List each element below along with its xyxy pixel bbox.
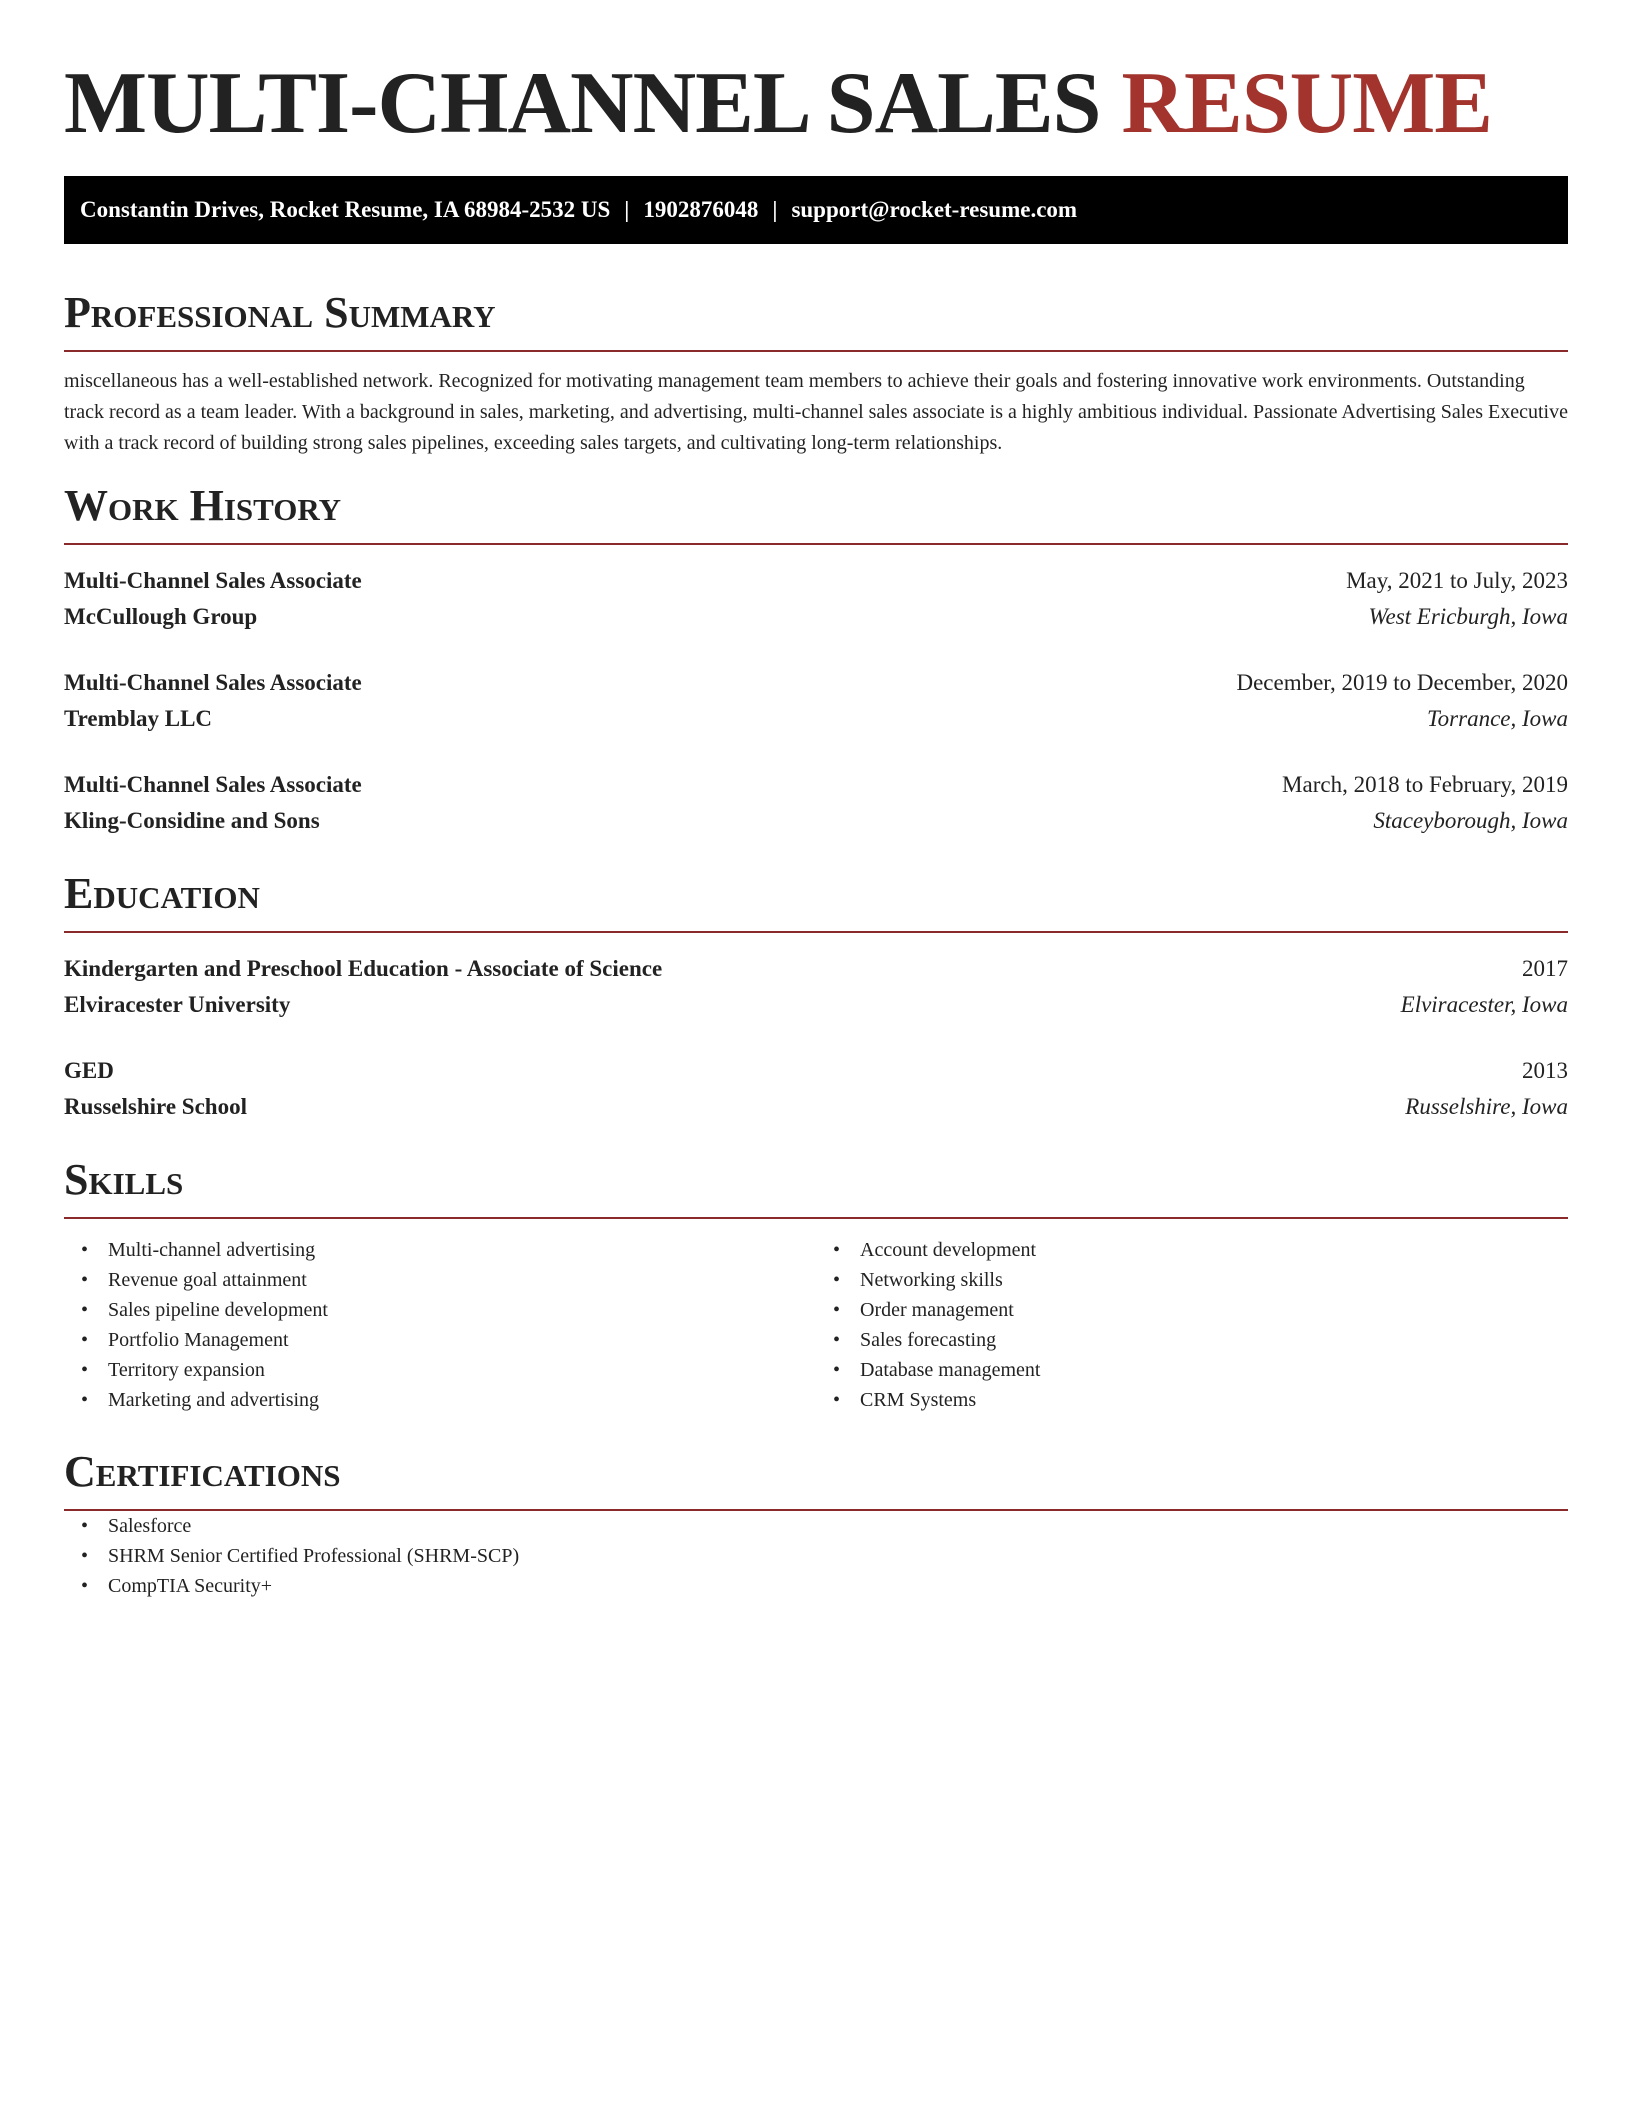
- certification-item: • CompTIA Security+: [64, 1571, 1568, 1601]
- certifications-section: [64, 1447, 1568, 1601]
- job-title: Multi-Channel Sales Associate: [64, 772, 362, 797]
- job-title: Multi-Channel Sales Associate: [64, 568, 362, 593]
- title-accent: RESUME: [1121, 55, 1492, 152]
- skill-item: • CRM Systems: [816, 1385, 1568, 1415]
- bullet-icon: •: [81, 1575, 89, 1597]
- school-name: Russelshire School: [64, 1094, 247, 1119]
- skill-item: • Revenue goal attainment: [64, 1265, 816, 1295]
- skills-grid: [64, 1235, 1568, 1415]
- graduation-year: 2013: [1522, 1058, 1568, 1083]
- job-location: Torrance, Iowa: [1427, 706, 1568, 731]
- skill-item: • Order management: [816, 1295, 1568, 1325]
- skill-item: • Multi-channel advertising: [64, 1235, 816, 1265]
- contact-bar: [64, 176, 1568, 244]
- education-entry: [64, 1053, 1568, 1125]
- degree: GED: [64, 1058, 114, 1083]
- company-name: Kling-Considine and Sons: [64, 808, 320, 833]
- education-list: [64, 951, 1568, 1125]
- summary-section: [64, 288, 1568, 459]
- work-entry: [64, 563, 1568, 635]
- job-title: Multi-Channel Sales Associate: [64, 670, 362, 695]
- bullet-icon: •: [81, 1239, 89, 1261]
- skill-item: • Portfolio Management: [64, 1325, 816, 1355]
- job-location: West Ericburgh, Iowa: [1368, 604, 1568, 629]
- bullet-icon: •: [833, 1329, 841, 1351]
- education-section: [64, 869, 1568, 1125]
- skills-heading: Skills: [64, 1155, 1568, 1219]
- work-history-heading: Work History: [64, 481, 1568, 545]
- contact-separator: |: [772, 197, 778, 222]
- bullet-icon: •: [833, 1389, 841, 1411]
- graduation-year: 2017: [1522, 956, 1568, 981]
- company-name: McCullough Group: [64, 604, 258, 629]
- work-history-list: [64, 563, 1568, 839]
- contact-address: Constantin Drives, Rocket Resume, IA 68984-2532 US: [80, 197, 611, 222]
- bullet-icon: •: [833, 1239, 841, 1261]
- company-name: Tremblay LLC: [64, 706, 213, 731]
- skill-item: • Networking skills: [816, 1265, 1568, 1295]
- bullet-icon: •: [81, 1269, 89, 1291]
- summary-heading: Professional Summary: [64, 288, 1568, 352]
- work-history-section: [64, 481, 1568, 839]
- work-entry: [64, 665, 1568, 737]
- contact-email[interactable]: support@rocket-resume.com: [791, 197, 1078, 222]
- education-entry: [64, 951, 1568, 1023]
- bullet-icon: •: [81, 1329, 89, 1351]
- contact-phone: 1902876048: [643, 197, 759, 222]
- bullet-icon: •: [81, 1515, 89, 1537]
- bullet-icon: •: [81, 1299, 89, 1321]
- job-dates: March, 2018 to February, 2019: [1282, 772, 1568, 797]
- bullet-icon: •: [81, 1545, 89, 1567]
- school-name: Elviracester University: [64, 992, 291, 1017]
- summary-text: miscellaneous has a well-established network. Recognized for motivating management team members to achieve their goals and fostering innovative work environments. Outstanding track record as a team leader. With a background in sales, marketing, and advertising, multi-channel sales associate is a highly ambitious individual. Passionate Advertising Sales Executive with a track record of building strong sales pipelines, exceeding sales targets, and cultivating long-term relationships.: [64, 370, 1568, 454]
- certification-item: • Salesforce: [64, 1511, 1568, 1541]
- degree: Kindergarten and Preschool Education - Associate of Science: [64, 956, 663, 981]
- bullet-icon: •: [833, 1299, 841, 1321]
- job-location: Staceyborough, Iowa: [1373, 808, 1568, 833]
- contact-separator: |: [624, 197, 630, 222]
- skills-section: [64, 1155, 1568, 1415]
- certifications-list: [64, 1511, 1568, 1601]
- work-entry: [64, 767, 1568, 839]
- skill-item: • Database management: [816, 1355, 1568, 1385]
- bullet-icon: •: [833, 1359, 841, 1381]
- resume-title: [64, 56, 1568, 152]
- skill-item: • Sales pipeline development: [64, 1295, 816, 1325]
- title-main: MULTI-CHANNEL SALES: [64, 55, 1101, 152]
- bullet-icon: •: [81, 1359, 89, 1381]
- skill-item: • Marketing and advertising: [64, 1385, 816, 1415]
- school-location: Russelshire, Iowa: [1405, 1094, 1568, 1119]
- bullet-icon: •: [833, 1269, 841, 1291]
- school-location: Elviracester, Iowa: [1400, 992, 1568, 1017]
- job-dates: May, 2021 to July, 2023: [1346, 568, 1568, 593]
- skill-item: • Sales forecasting: [816, 1325, 1568, 1355]
- skill-item: • Territory expansion: [64, 1355, 816, 1385]
- skill-item: • Account development: [816, 1235, 1568, 1265]
- job-dates: December, 2019 to December, 2020: [1236, 670, 1568, 695]
- skills-column-left: [64, 1235, 816, 1415]
- skills-column-right: [816, 1235, 1568, 1415]
- education-heading: Education: [64, 869, 1568, 933]
- bullet-icon: •: [81, 1389, 89, 1411]
- certification-item: • SHRM Senior Certified Professional (SHRM-SCP): [64, 1541, 1568, 1571]
- certifications-heading: Certifications: [64, 1447, 1568, 1511]
